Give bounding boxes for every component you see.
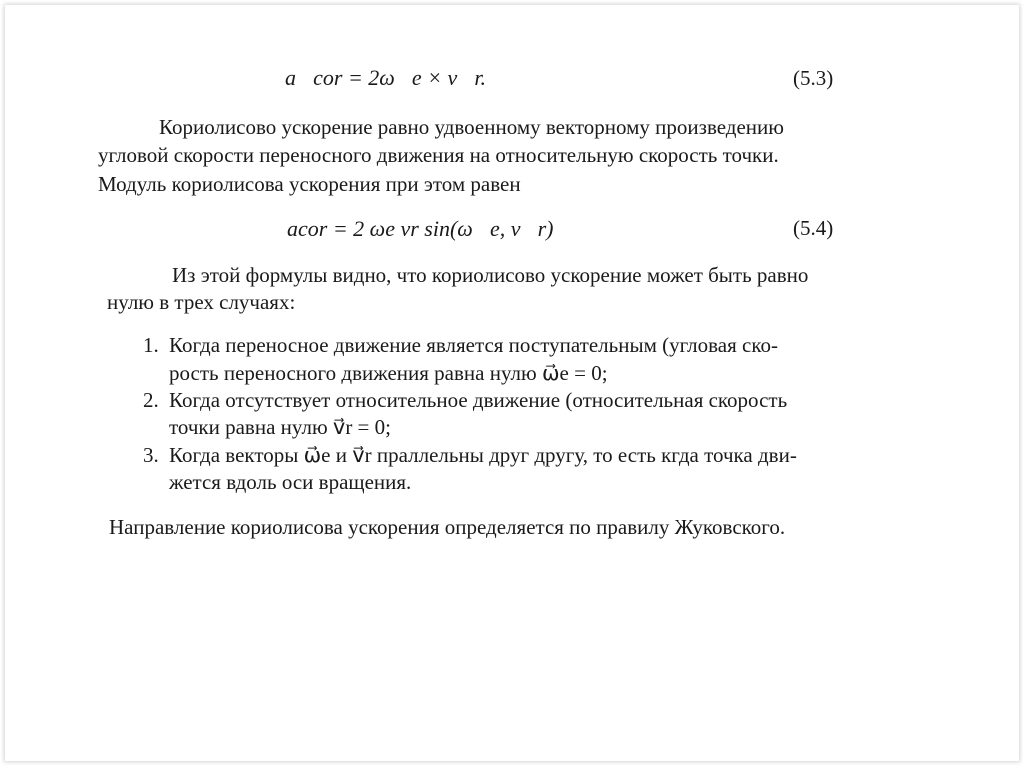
paragraph-1-line-3: Модуль кориолисова ускорения при этом равен (98, 172, 521, 196)
paragraph-1-line-2: угловой скорости переносного движения на относительную скорость точки. (98, 143, 779, 167)
equation-5-4: acor = 2 ωe vr sin(ω⃗e, v⃗r) (287, 216, 554, 241)
list-item-3-line-1: Когда векторы ω⃗e и v⃗r праллельны друг другу, то есть кгда точка дви- (169, 443, 797, 467)
paragraph-2-line-2: нулю в трех случаях: (107, 290, 296, 314)
equation-5-3: a⃗cor = 2ω⃗e × v⃗r. (285, 65, 487, 90)
list-item-2-marker: 2. (143, 388, 159, 412)
list-item-3-line-2: жется вдоль оси вращения. (169, 470, 412, 494)
equation-number-5-3: (5.3) (793, 66, 834, 90)
list-item-2-line-2: точки равна нулю v⃗r = 0; (169, 415, 391, 439)
equation-number-5-4: (5.4) (793, 216, 834, 240)
conclusion-text: Направление кориолисова ускорения определяется по правилу Жуковского. (109, 515, 786, 539)
list-item-1-line-2: рость переносного движения равна нулю ω⃗e = 0; (169, 361, 608, 385)
paragraph-2-line-1: Из этой формулы видно, что кориолисово ускорение может быть равно (172, 263, 809, 287)
list-item-2-line-1: Когда отсутствует относительное движение (относительная скорость (169, 388, 788, 412)
slide-page (5, 5, 1019, 761)
list-item-3-marker: 3. (143, 443, 159, 467)
list-item-1-line-1: Когда переносное движение является поступательным (угловая ско- (169, 333, 778, 357)
paragraph-1-line-1: Кориолисово ускорение равно удвоенному векторному произведению (159, 115, 784, 139)
list-item-1-marker: 1. (143, 333, 159, 357)
